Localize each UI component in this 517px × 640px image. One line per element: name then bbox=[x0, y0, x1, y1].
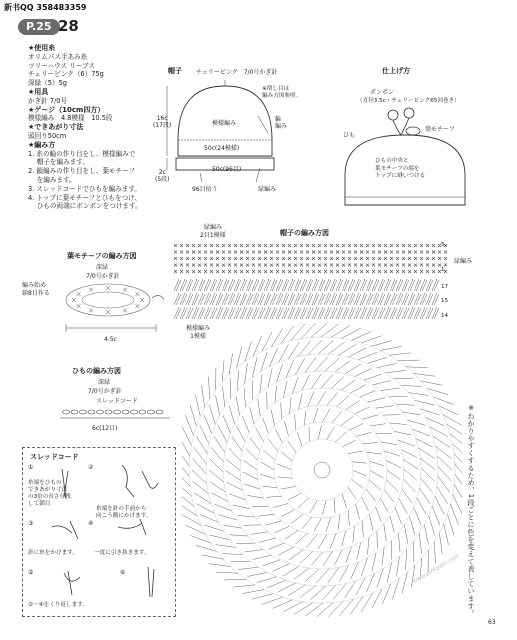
leaf-width: 4.5c bbox=[104, 336, 117, 343]
step-4a: 4. トップに葉モチーフとひもをつけ、 bbox=[28, 193, 142, 202]
brim-stitch-chart bbox=[170, 240, 452, 276]
size-value: 頭回り50cm bbox=[28, 131, 67, 140]
brim-side-label: 緑編み bbox=[454, 258, 473, 265]
cord-chart bbox=[56, 404, 176, 422]
color-note: ※わかりやすくするため、1段ごとに色を変えて表しています。 bbox=[467, 404, 475, 618]
step-3-text: 針に糸をかけます。 bbox=[28, 550, 78, 556]
hat-increase-note: ※増し目は 編み方図参照。 bbox=[262, 86, 302, 99]
cord-color: 深緑 bbox=[98, 379, 111, 386]
hat-title: 帽子 bbox=[168, 67, 182, 75]
yarn-heading: ★使用糸 bbox=[28, 44, 56, 52]
rib-pattern-title: 緑編み 2目1模様 bbox=[200, 224, 226, 239]
finish-note: ひもの中央と 葉モチーフの端を トップに縫いつける bbox=[375, 158, 426, 179]
hat-rib-label: 輪 編み bbox=[275, 116, 288, 130]
step-num-5: ⑤ bbox=[28, 569, 34, 576]
page-number: 63 bbox=[488, 619, 496, 626]
hat-chart-title: 帽子の編み方図 bbox=[280, 229, 329, 237]
pompom-label: ポンポン bbox=[370, 89, 395, 96]
step-4b: ひもの両端にポンポンをつけます。 bbox=[28, 202, 142, 211]
step-6-text: ②～④をくり返します。 bbox=[28, 602, 88, 608]
finish-title: 仕上げ方 bbox=[382, 67, 410, 75]
pattern-repeat-label: 模様編み 1模様 bbox=[186, 325, 211, 340]
tool-value: かぎ針 7/0号 bbox=[28, 96, 68, 105]
row-label-5: 5 bbox=[441, 242, 445, 248]
yarn-line-2: ツリーハウス リーブス bbox=[28, 61, 95, 70]
size-heading: ★できあがり寸法 bbox=[28, 123, 84, 132]
step-1-text: 糸端をひもの できあがり寸法 の3倍の長さ分残 して鎖目 bbox=[28, 480, 71, 507]
cord-length: 6c(12目) bbox=[92, 425, 118, 432]
pattern-number: 28 bbox=[58, 17, 79, 35]
row-label-17: 17 bbox=[441, 284, 449, 290]
thread-cord-title: スレッドコード bbox=[30, 453, 79, 461]
row-label-14: 14 bbox=[441, 313, 449, 319]
cord-hook: 7/0号かぎ針 bbox=[88, 388, 122, 395]
step-2-text: 糸端を針の手前から 向こう側にかけます。 bbox=[96, 506, 152, 519]
leaf-chart bbox=[60, 280, 170, 320]
thread-cord-illustrations bbox=[22, 447, 174, 615]
leaf-start-label: 編み始め 鎖8目作る bbox=[22, 282, 50, 297]
method-heading: ★編み方 bbox=[28, 140, 56, 149]
page-reference-badge: P.25 bbox=[18, 19, 60, 35]
row-label-15: 15 bbox=[441, 298, 449, 304]
yarn-line-3: チェリーピンク（6）75g bbox=[28, 70, 104, 79]
hat-circumference: 50c(24模様) bbox=[204, 145, 240, 152]
hat-body-label: 模様編み bbox=[212, 120, 237, 127]
step-num-1: ① bbox=[28, 464, 34, 471]
step-num-3: ③ bbox=[28, 520, 34, 527]
leaf-color: 深緑 bbox=[96, 264, 109, 271]
watermark: 新书QQ 358483359 bbox=[4, 3, 87, 12]
step-4-text: 一度に引き抜きます。 bbox=[94, 550, 150, 556]
circular-crown-chart bbox=[182, 318, 462, 618]
cord-method: スレッドコード bbox=[96, 398, 138, 405]
brim-pickup-label: 96目拾う bbox=[192, 186, 218, 193]
leaf-width-dimension bbox=[62, 322, 162, 334]
leaf-label: 葉モチーフ bbox=[425, 126, 455, 133]
materials-section bbox=[28, 44, 142, 211]
site-watermark: www.pinkyarn.com bbox=[412, 553, 461, 585]
brim-height-label: 2c (5段) bbox=[155, 169, 170, 183]
brim-stitch-label: 緑編み bbox=[258, 186, 277, 193]
brim-circumference: 50c(96目) bbox=[212, 166, 242, 173]
step-1b: 帽子を編みます。 bbox=[28, 158, 89, 167]
step-3: 3. スレッドコードでひもを編みます。 bbox=[28, 184, 142, 193]
hat-subtitle: チェリーピンク 7/0号かぎ針 bbox=[196, 69, 278, 76]
gauge-value: 模様編み 4.8模様 10.5段 bbox=[28, 114, 113, 123]
hat-height-label: 16c (17段) bbox=[153, 115, 172, 129]
gauge-heading: ★ゲージ（10cm四方） bbox=[28, 105, 105, 114]
leaf-chart-title: 葉モチーフの編み方図 bbox=[67, 252, 137, 260]
step-num-4: ④ bbox=[88, 520, 94, 527]
yarn-line-4: 深緑（5）5g bbox=[28, 79, 67, 88]
row-label-1: 1 bbox=[441, 267, 445, 273]
step-num-6: ⑥ bbox=[120, 569, 126, 576]
leaf-hook: 7/0号かぎ針 bbox=[86, 273, 120, 280]
pattern-band-chart bbox=[170, 277, 440, 321]
step-2b: を編みます。 bbox=[28, 175, 76, 184]
step-2a: 2. 鎖編みの作り目をし、葉モチーフ bbox=[28, 167, 135, 176]
pompom-spec: （直径3.5c・チェリーピンク65回巻き） bbox=[357, 98, 460, 104]
tool-heading: ★用具 bbox=[28, 87, 49, 96]
cord-chart-title: ひもの編み方図 bbox=[72, 367, 121, 375]
yarn-line-1: オリムパス手あみ糸 bbox=[28, 52, 88, 61]
step-num-2: ② bbox=[88, 464, 94, 471]
step-1a: 1. 糸の輪の作り目をし、模様編みで bbox=[28, 149, 136, 158]
cord-label: ひも bbox=[343, 132, 356, 139]
